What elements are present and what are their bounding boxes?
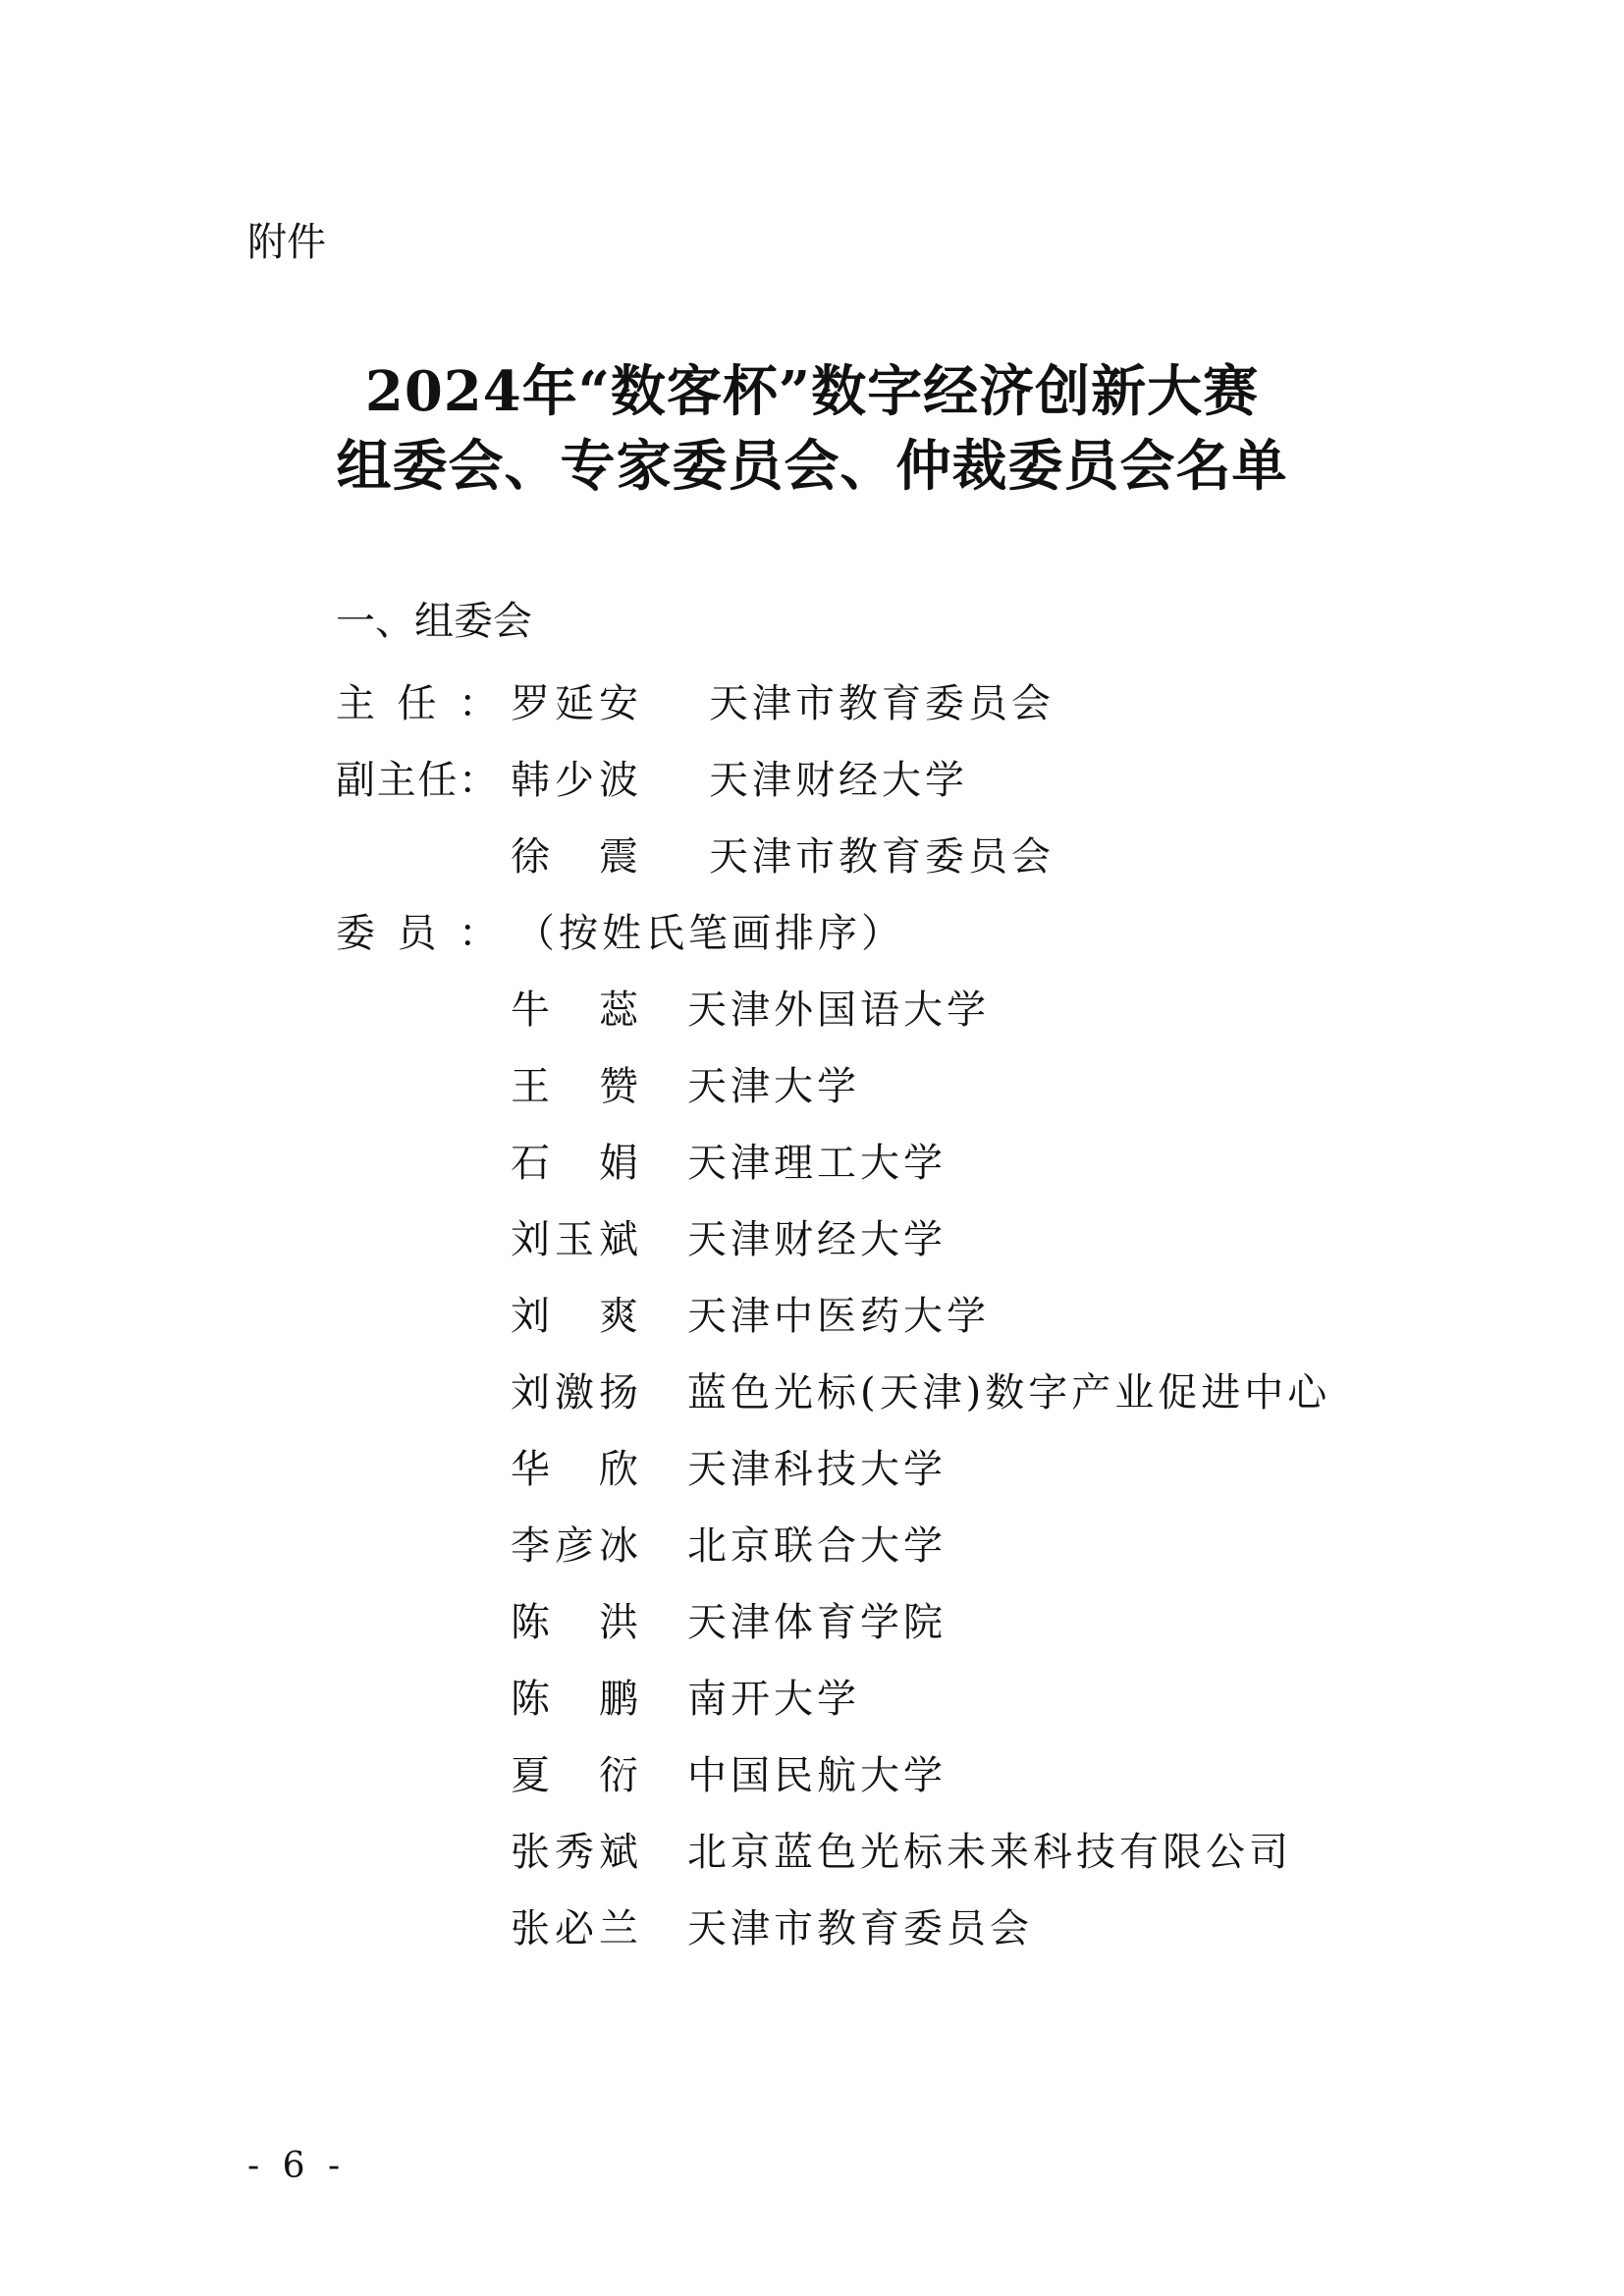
member-organization: 天津理工大学 (687, 1141, 947, 1186)
member-organization: 北京蓝色光标未来科技有限公司 (687, 1830, 1292, 1875)
member-organization: 天津中医药大学 (687, 1294, 990, 1339)
member-organization: 天津科技大学 (687, 1447, 947, 1492)
person-organization: 天津市教育委员会 (709, 681, 1055, 726)
attachment-label: 附件 (247, 220, 326, 265)
role-label-deputy-director: 副 主 任 ： (336, 758, 498, 803)
member-name: 夏 衍 (511, 1753, 638, 1798)
member-organization: 南开大学 (687, 1677, 860, 1722)
member-name: 张 秀 斌 (511, 1830, 638, 1875)
document-title-line-1: 2024年“数客杯”数字经济创新大赛 (364, 359, 1260, 424)
role-label-director: 主 任 ： (336, 681, 498, 726)
person-name: 韩 少 波 (511, 758, 638, 803)
member-name: 张 必 兰 (511, 1906, 638, 1951)
member-organization: 天津市教育委员会 (687, 1906, 1033, 1951)
member-name: 牛 蕊 (511, 988, 638, 1033)
member-name: 李 彦 冰 (511, 1523, 638, 1569)
person-organization: 天津市教育委员会 (709, 834, 1055, 880)
member-organization: 天津财经大学 (687, 1217, 947, 1262)
member-name: 王 赞 (511, 1064, 638, 1109)
person-organization: 天津财经大学 (709, 758, 968, 803)
member-organization: 蓝色光标(天津)数字产业促进中心 (687, 1370, 1331, 1415)
section-heading-organizing-committee: 一、组委会 (336, 599, 532, 644)
member-name: 陈 洪 (511, 1600, 638, 1645)
member-organization: 天津体育学院 (687, 1600, 947, 1645)
person-name: 徐 震 (511, 834, 638, 880)
ordering-note: （按姓氏笔画排序） (515, 911, 904, 956)
member-name: 刘 玉 斌 (511, 1217, 638, 1262)
member-name: 华 欣 (511, 1447, 638, 1492)
member-name: 陈 鹏 (511, 1677, 638, 1722)
role-label-members: 委 员 ： (336, 911, 498, 956)
member-organization: 中国民航大学 (687, 1753, 947, 1798)
member-name: 刘 爽 (511, 1294, 638, 1339)
document-title-line-2: 组委会、专家委员会、仲裁委员会名单 (336, 434, 1288, 499)
person-name: 罗 延 安 (511, 681, 638, 726)
page-number: - 6 - (247, 2146, 347, 2186)
member-organization: 天津大学 (687, 1064, 860, 1109)
member-name: 石 娟 (511, 1141, 638, 1186)
member-name: 刘 激 扬 (511, 1370, 638, 1415)
member-organization: 北京联合大学 (687, 1523, 947, 1569)
member-organization: 天津外国语大学 (687, 988, 990, 1033)
